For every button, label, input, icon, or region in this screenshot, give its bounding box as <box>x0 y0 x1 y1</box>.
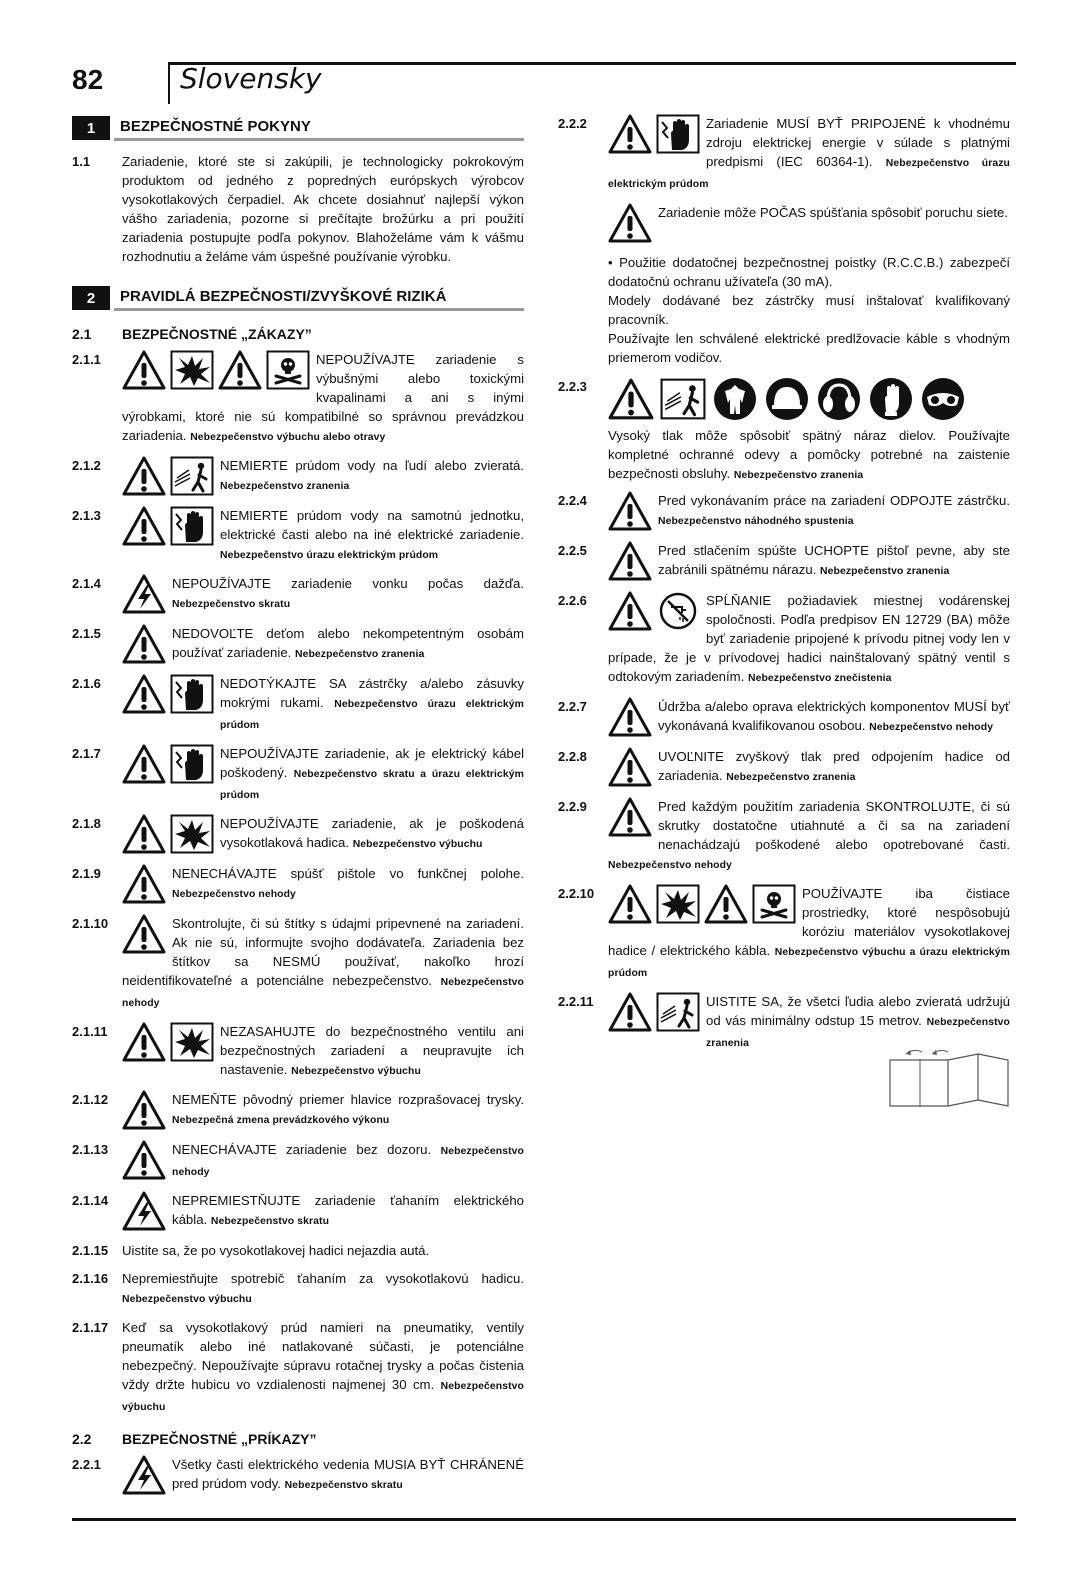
item-number: 2.2.9 <box>558 799 587 814</box>
item-text: NEMEŇTE pôvodný priemer hlavice rozprašovacej trysky. <box>172 1092 524 1107</box>
item-text: Pred stlačením spúšte UCHOPTE pištoľ pevne, aby ste zabránili spätnému nárazu. <box>658 543 1010 577</box>
item-text-2-2-3 <box>608 426 1010 485</box>
warning-icon <box>608 114 652 154</box>
notes <box>558 253 1010 367</box>
item-body <box>122 914 524 1013</box>
warning-icon <box>608 697 652 737</box>
item-number: 2.2.5 <box>558 543 587 558</box>
page-number: 82 <box>72 64 104 95</box>
item-icons <box>608 591 700 631</box>
item-icons <box>608 697 652 737</box>
note-text: Modely dodávané bez zástrčky musí inštalovať kvalifikovaný pracovník. <box>608 293 1010 327</box>
item-number: 2.1.16 <box>72 1271 109 1286</box>
item-text: NEPREMIESTŇUJTE zariadenie ťahaním elektrického kábla. <box>172 1193 524 1227</box>
danger-label: Nebezpečenstvo zranenia <box>733 470 864 481</box>
list-item <box>72 1140 524 1182</box>
item-text: NEPOUŽÍVAJTE zariadenie vonku počas dažďa. <box>172 576 524 591</box>
danger-label: Nebezpečenstvo skratu <box>284 1480 403 1491</box>
item-icons <box>608 491 652 531</box>
toxic-icon <box>266 350 310 390</box>
item-text: Všetky časti elektrického vedenia MUSIA BYŤ CHRÁNENÉ pred prúdom vody. <box>172 1457 524 1491</box>
item-text: NEPOUŽÍVAJTE zariadenie, ak je elektrický kábel poškodený. <box>220 746 524 780</box>
item-number: 2.1.14 <box>72 1193 109 1208</box>
list-item <box>558 591 1010 688</box>
list-item <box>72 814 524 855</box>
spray-person-icon <box>660 377 706 421</box>
item-number: 2.1.12 <box>72 1092 109 1107</box>
item-body <box>608 203 1010 244</box>
item-number: 2.1.10 <box>72 916 109 931</box>
item-body <box>608 747 1010 788</box>
left-column <box>72 114 524 1505</box>
warning-icon <box>608 203 652 243</box>
item-body <box>608 591 1010 688</box>
danger-label: Nebezpečenstvo zranenia <box>820 566 950 577</box>
goggles-icon <box>920 377 966 421</box>
list-item <box>72 456 524 497</box>
item-icons <box>608 992 700 1032</box>
item-body <box>122 1140 524 1182</box>
item-text: Nepremiestňujte spotrebič ťahaním za vysokotlakovú hadicu. <box>122 1271 524 1286</box>
list-item <box>558 491 1010 532</box>
item-text: Skontrolujte, či sú štítky s údajmi pripevnené na zariadení. Ak nie sú, informujte svojho dodávateľa. Zariadenia bez štítkov sa NESMÚ používať, nakoľko hrozí neidentifikovateľné a potenciálne nebezpečenstvo. <box>122 916 524 988</box>
ear-protection-icon <box>816 377 862 421</box>
item-body <box>122 1318 524 1417</box>
item-text: NEDOVOĽTE deťom alebo nekompetentným osobám používať zariadenie. <box>172 626 524 660</box>
list-item <box>558 377 1010 425</box>
item-text: UVOĽNITE zvyškový tlak pred odpojením hadice od zariadenia. <box>658 749 1010 783</box>
header-divider <box>168 62 170 104</box>
warning-icon <box>122 1022 166 1062</box>
item-text: NEMIERTE prúdom vody na ľudí alebo zvieratá. <box>220 458 524 473</box>
subsection-number: 2.2 <box>72 1431 92 1447</box>
item-text: NEDOTÝKAJTE SA zástrčky a/alebo zásuvky mokrými rukami. <box>220 676 524 710</box>
item-number: 2.2.11 <box>558 994 594 1009</box>
danger-label: Nebezpečenstvo zranenia <box>220 481 350 492</box>
item-number: 2.1.11 <box>72 1024 108 1039</box>
item-text: POUŽÍVAJTE iba čistiace prostriedky, ktoré nespôsobujú koróziu materiálov vysokotlakovej hadice / elektrického kábla. <box>608 886 1010 958</box>
list-item <box>558 797 1010 875</box>
subsection-title: BEZPEČNOSTNÉ „ZÁKAZY” <box>122 326 312 342</box>
item-body <box>122 506 524 565</box>
item-icons <box>122 350 310 390</box>
item-text: NEMIERTE prúdom vody na samotnú jednotku, elektrické časti alebo na iné elektrické zariadenie. <box>220 508 524 542</box>
electric-hand-icon <box>170 674 214 714</box>
item-icons <box>122 864 166 904</box>
list-item <box>72 1241 524 1260</box>
danger-label: Nebezpečenstvo úrazu elektrickým prúdom <box>608 158 1010 190</box>
warning-icon <box>122 674 166 714</box>
item-number: 2.2.2 <box>558 116 587 131</box>
item-text: NEZASAHUJTE do bezpečnostného ventilu ani bezpečnostných zariadení a neupravujte ich nastavenie. <box>220 1024 524 1077</box>
section-1-header <box>72 114 524 142</box>
lightning-icon <box>122 574 166 614</box>
item-body <box>608 884 1010 983</box>
lightning-icon <box>122 1191 166 1231</box>
item-text: UISTITE SA, že všetci ľudia alebo zvieratá udržujú od vás minimálny odstup 15 metrov. <box>706 994 1010 1028</box>
danger-label: Nebezpečenstvo úrazu elektrickým prúdom <box>220 550 439 561</box>
section-title: PRAVIDLÁ BEZPEČNOSTI/ZVYŠKOVÉ RIZIKÁ <box>114 285 524 311</box>
subsection-number: 2.1 <box>72 326 92 342</box>
paragraph-text: Zariadenie, ktoré ste si zakúpili, je technologicky pokrokovým produktom od jedného z popredných európskych výrobcov vysokotlakových čerpadiel. Ak chcete dosiahnuť najlepší výkon vášho zariadenia, pozorne si prečítajte brožúrku a pri použití zariadenia postupujte podľa pokynov. Blahoželáme vám k vášmu rozhodnutiu a želáme vám úspešné používanie výrobku. <box>122 154 524 264</box>
warning-icon <box>122 456 166 496</box>
note-text: Používajte len schválené elektrické predlžovacie káble s vhodným priemerom vodičov. <box>608 331 1010 365</box>
helmet-icon <box>764 377 810 421</box>
warning-icon <box>122 814 166 854</box>
warning-icon <box>122 506 166 546</box>
danger-label: Nebezpečenstvo úrazu elektrickým prúdom <box>220 699 524 731</box>
spray-person-icon <box>170 456 214 496</box>
item-body <box>122 574 524 615</box>
explosion-icon <box>170 1022 214 1062</box>
explosion-icon <box>170 350 214 390</box>
item-body <box>608 797 1010 875</box>
warning-icon <box>122 1090 166 1130</box>
explosion-icon <box>656 884 700 924</box>
item-text: NEPOUŽÍVAJTE zariadenie, ak je poškodená vysokotlaková hadica. <box>220 816 524 850</box>
item-icons <box>608 541 652 581</box>
section-2-header <box>72 284 524 312</box>
danger-label: Nebezpečenstvo skratu a úrazu elektrickým prúdom <box>220 769 524 801</box>
item-number: 2.1.7 <box>72 746 101 761</box>
danger-label: Nebezpečenstvo zranenia <box>726 772 856 783</box>
list-item <box>72 1318 524 1417</box>
danger-label: Nebezpečná zmena prevádzkového výkonu <box>172 1115 390 1126</box>
list-item <box>72 864 524 905</box>
no-water-tap-icon <box>656 591 700 631</box>
item-icons <box>122 1191 166 1231</box>
item-icons <box>122 1090 166 1130</box>
item-icons <box>122 506 214 546</box>
danger-label: Nebezpečenstvo výbuchu alebo otravy <box>190 432 386 443</box>
item-number: 2.2.7 <box>558 699 587 714</box>
warning-icon <box>608 797 652 837</box>
item-number: 2.1.6 <box>72 676 101 691</box>
danger-label: Nebezpečenstvo skratu <box>172 599 291 610</box>
item-text: Zariadenie MUSÍ BYŤ PRIPOJENÉ k vhodnému zdroju elektrickej energie v súlade s platnými predpismi (IEC 60364-1). <box>706 116 1010 169</box>
warning-icon <box>608 992 652 1032</box>
item-number: 2.1.15 <box>72 1243 109 1258</box>
toxic-icon <box>752 884 796 924</box>
footer-rule <box>72 1518 1016 1521</box>
item-number: 2.1.8 <box>72 816 101 831</box>
subsection-2-1 <box>72 326 524 342</box>
paragraph-number: 1.1 <box>72 154 91 169</box>
item-icons <box>122 456 214 496</box>
item-icons <box>122 744 214 784</box>
list-item <box>558 541 1010 582</box>
item-body <box>122 624 524 665</box>
section-number: 2 <box>72 286 110 310</box>
warning-icon <box>608 884 652 924</box>
item-text: Keď sa vysokotlakový prúd namieri na pneumatiky, ventily pneumatík alebo iné natlakované súčasti, je potenciálne nebezpečný. Nepoužívajte súpravu rotačnej trysky a počas čistenia vždy držte hubicu vo vzdialenosti najmenej 30 cm. <box>122 1320 524 1392</box>
item-icons <box>122 674 214 714</box>
ppe-icons <box>608 377 1010 421</box>
item-icons <box>122 1140 166 1180</box>
item-icons <box>608 203 652 243</box>
item-icons <box>122 1455 166 1495</box>
warning-icon <box>122 624 166 664</box>
paragraph-1-1 <box>72 152 524 266</box>
list-item <box>558 992 1010 1053</box>
item-body <box>122 1090 524 1131</box>
item-icons <box>122 574 166 614</box>
danger-label: Nebezpečenstvo nehody <box>869 722 994 733</box>
item-number: 2.2.10 <box>558 886 595 901</box>
danger-label: Nebezpečenstvo nehody <box>122 977 524 1009</box>
item-text: Uistite sa, že po vysokotlakovej hadici nejazdia autá. <box>122 1243 430 1258</box>
electric-hand-icon <box>170 744 214 784</box>
item-text: NENECHÁVAJTE zariadenie bez dozoru. <box>172 1142 441 1157</box>
warning-icon <box>122 744 166 784</box>
item-body <box>122 456 524 497</box>
danger-label: Nebezpečenstvo výbuchu a úrazu elektrickým prúdom <box>608 947 1010 979</box>
item-body <box>122 744 524 805</box>
item-text: NENECHÁVAJTE spúšť pištole vo funkčnej polohe. <box>172 866 524 881</box>
list-item <box>558 697 1010 738</box>
item-number: 2.2.6 <box>558 593 587 608</box>
item-body <box>608 697 1010 738</box>
list-item <box>72 506 524 565</box>
list-item <box>72 1269 524 1309</box>
item-text: Zariadenie môže POČAS spúšťania spôsobiť poruchu siete. <box>658 205 1009 220</box>
list-item <box>72 1191 524 1232</box>
item-body <box>608 114 1010 194</box>
section-title: BEZPEČNOSTNÉ POKYNY <box>114 115 524 141</box>
list-item <box>72 574 524 615</box>
list-item <box>72 1455 524 1496</box>
danger-label: Nebezpečenstvo zranenia <box>294 649 425 660</box>
note-text: • Použitie dodatočnej bezpečnostnej poistky (R.C.C.B.) zabezpečí dodatočnú ochranu užívateľa (30 mA). <box>608 255 1010 289</box>
right-column <box>558 114 1010 1062</box>
electric-hand-icon <box>170 506 214 546</box>
item-number: 2.2.3 <box>558 379 587 394</box>
item-text: Pred každým použitím zariadenia SKONTROLUJTE, či sú skrutky dostatočne utiahnuté a či sa na zariadení nenachádzajú poškodené alebo opotrebované časti. <box>658 799 1010 852</box>
protective-suit-icon <box>712 377 758 421</box>
section-number: 1 <box>72 116 110 140</box>
spray-person-icon <box>656 992 700 1032</box>
list-item <box>72 624 524 665</box>
item-body <box>608 541 1010 582</box>
item-number: 2.2.1 <box>72 1457 101 1472</box>
item-number: 2.2.4 <box>558 493 587 508</box>
danger-label: Nebezpečenstvo skratu <box>210 1216 330 1227</box>
list-item <box>72 1090 524 1131</box>
warning-icon <box>122 1140 166 1180</box>
item-body <box>122 864 524 905</box>
item-body <box>122 814 524 855</box>
item-body <box>122 674 524 735</box>
danger-label: Nebezpečenstvo výbuchu <box>352 839 483 850</box>
explosion-icon <box>170 814 214 854</box>
list-item <box>558 114 1010 194</box>
warning-icon <box>218 350 262 390</box>
item-body <box>608 377 1010 425</box>
read-manual-icon <box>886 1046 1012 1110</box>
item-icons <box>122 814 214 854</box>
item-icons <box>122 914 166 954</box>
item-icons <box>608 797 652 837</box>
item-number: 2.1.2 <box>72 458 101 473</box>
item-body <box>122 350 524 447</box>
item-body <box>608 491 1010 532</box>
danger-label: Nebezpečenstvo znečistenia <box>748 673 892 684</box>
danger-label: Nebezpečenstvo náhodného spustenia <box>658 516 854 527</box>
lightning-icon <box>122 1455 166 1495</box>
warning-icon <box>608 541 652 581</box>
list-item <box>72 674 524 735</box>
item-number: 2.1.17 <box>72 1320 109 1335</box>
item-number: 2.1.4 <box>72 576 101 591</box>
item-body <box>122 1455 524 1496</box>
item-icons <box>608 114 700 154</box>
item-body <box>122 1241 524 1260</box>
item-text: SPĹŇANIE požiadaviek miestnej vodárenskej spoločnosti. Podľa predpisov EN 12729 (BA) môže byť zariadenie pripojené k prívodu pitnej vody len v prípade, že je v prívodovej hadici nainštalovaný spätný ventil s odtokovým zariadením. <box>608 593 1010 684</box>
danger-label: Nebezpečenstvo nehody <box>172 889 296 900</box>
item-icons <box>608 747 652 787</box>
warning-icon <box>122 350 166 390</box>
list-item <box>72 744 524 805</box>
warning-icon <box>608 491 652 531</box>
danger-label: Nebezpečenstvo výbuchu <box>122 1381 524 1413</box>
electric-hand-icon <box>656 114 700 154</box>
item-icons <box>122 1022 214 1062</box>
item-body <box>122 1022 524 1081</box>
prohibitions-list <box>72 350 524 1417</box>
gloves-icon <box>868 377 914 421</box>
obligations-list <box>558 491 1010 1053</box>
warning-icon <box>122 914 166 954</box>
danger-label: Nebezpečenstvo výbuchu <box>291 1066 421 1077</box>
subsection-title: BEZPEČNOSTNÉ „PRÍKAZY” <box>122 1431 317 1447</box>
list-item <box>72 1022 524 1081</box>
warning-icon <box>608 747 652 787</box>
item-number: 2.1.1 <box>72 352 101 367</box>
list-item <box>72 914 524 1013</box>
list-item <box>608 203 1010 244</box>
warning-icon <box>122 864 166 904</box>
language-title: Slovensky <box>180 62 322 95</box>
warning-icon <box>704 884 748 924</box>
item-number: 2.1.3 <box>72 508 101 523</box>
item-text: Vysoký tlak môže spôsobiť spätný náraz dielov. Používajte kompletné ochranné odevy a pomôcky potrebné na zaistenie bezpečnosti obsluhy. <box>608 428 1010 481</box>
item-text: Údržba a/alebo oprava elektrických komponentov MUSÍ byť vykonávaná kvalifikovanou osobou. <box>658 699 1010 733</box>
subsection-2-2 <box>72 1431 524 1447</box>
item-text: Pred vykonávaním práce na zariadení ODPOJTE zástrčku. <box>658 493 1010 508</box>
list-item <box>72 350 524 447</box>
danger-label: Nebezpečenstvo nehody <box>172 1146 524 1178</box>
item-body <box>122 1191 524 1232</box>
item-number: 2.1.5 <box>72 626 101 641</box>
item-text: NEPOUŽÍVAJTE zariadenie s výbušnými alebo toxickými kvapalinami a ani s inými výrobkami, ktoré nie sú kompatibilné so správnou prevádzkou zariadenia. <box>122 352 524 443</box>
danger-label: Nebezpečenstvo zranenia <box>706 1017 1010 1049</box>
warning-icon <box>608 591 652 631</box>
item-number: 2.2.8 <box>558 749 587 764</box>
item-number: 2.1.9 <box>72 866 101 881</box>
warning-icon <box>608 377 654 421</box>
item-number: 2.1.13 <box>72 1142 109 1157</box>
danger-label: Nebezpečenstvo výbuchu <box>122 1294 252 1305</box>
item-icons <box>608 884 796 924</box>
list-item <box>558 747 1010 788</box>
list-item <box>558 884 1010 983</box>
item-body <box>122 1269 524 1309</box>
item-icons <box>122 624 166 664</box>
item-body <box>608 992 1010 1053</box>
danger-label: Nebezpečenstvo nehody <box>608 860 732 871</box>
